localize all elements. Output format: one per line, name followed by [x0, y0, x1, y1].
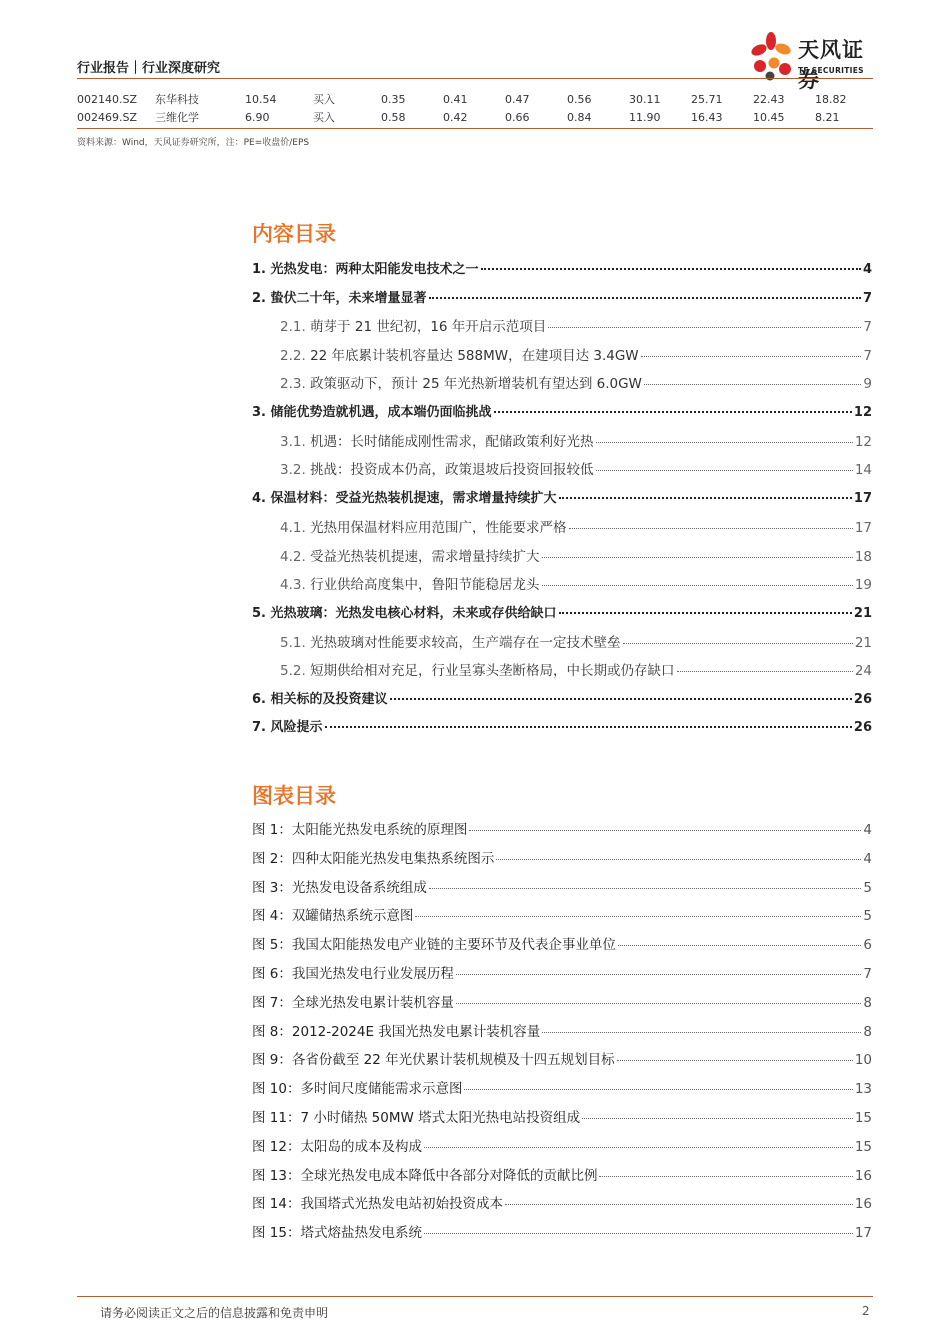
- dot-leader: [582, 1118, 853, 1119]
- figure-list-item[interactable]: [252, 1221, 872, 1241]
- toc-item-page: 19: [854, 577, 872, 593]
- figure-page: 4: [863, 851, 872, 867]
- table-bottom-rule: [77, 128, 873, 129]
- toc-item-title: [280, 573, 540, 593]
- toc-item-text: 政策驱动下，预计 25 年光热新增装机有望达到 6.0GW: [310, 376, 642, 392]
- figure-caption: 我国光热发电行业发展历程: [291, 966, 454, 982]
- figure-item-title: [252, 991, 454, 1011]
- toc-item-title: [280, 516, 567, 536]
- dot-leader: [424, 1147, 853, 1148]
- figure-item-title: [252, 904, 413, 924]
- figure-label: 图 13：: [252, 1168, 301, 1184]
- figure-caption: 全球光热发电成本降低中各部分对降低的贡献比例: [300, 1168, 598, 1184]
- toc-item-text: 挑战：投资成本仍高，政策退坡后投资回报较低: [310, 462, 594, 478]
- header-divider: [77, 78, 873, 79]
- dot-leader: [325, 726, 852, 728]
- figure-label: 图 12：: [252, 1139, 301, 1155]
- figure-page: 16: [854, 1168, 872, 1184]
- toc-section-item[interactable]: [252, 659, 872, 679]
- toc-item-text: 光热用保温材料应用范围广，性能要求严格: [310, 520, 567, 536]
- figure-page: 4: [863, 822, 872, 838]
- figure-caption: 多时间尺度储能需求示意图: [300, 1081, 463, 1097]
- figure-caption: 各省份截至 22 年光伏累计装机规模及十四五规划目标: [291, 1052, 615, 1068]
- toc-item-page: 7: [863, 348, 872, 364]
- dot-leader: [542, 1032, 861, 1033]
- toc-item-number: 5.: [252, 606, 266, 621]
- figure-list-item[interactable]: [252, 818, 872, 838]
- toc-chapter-item[interactable]: [252, 487, 872, 506]
- figure-page: 7: [863, 966, 872, 982]
- flower-logo-icon: [748, 32, 794, 82]
- toc-item-page: 26: [853, 692, 872, 707]
- figure-item-title: [252, 933, 616, 953]
- toc-item-title: [252, 258, 479, 277]
- figure-list-item[interactable]: [252, 1164, 872, 1184]
- toc-section-item[interactable]: [252, 344, 872, 364]
- toc-item-page: 17: [854, 520, 872, 536]
- figure-label: 图 8：: [252, 1024, 292, 1040]
- figure-caption: 塔式熔盐热发电系统: [300, 1225, 422, 1241]
- stock-table: [77, 90, 872, 126]
- toc-item-title: [252, 602, 557, 621]
- toc-item-text: 行业供给高度集中，鲁阳节能稳居龙头: [310, 577, 540, 593]
- report-type-label: 行业报告｜行业深度研究: [77, 61, 221, 76]
- dot-leader: [505, 1204, 853, 1205]
- figure-label: 图 14：: [252, 1196, 301, 1212]
- dot-leader: [542, 585, 853, 586]
- toc-section-item[interactable]: [252, 545, 872, 565]
- toc-chapter-item[interactable]: [252, 287, 872, 306]
- toc-section-item[interactable]: [252, 430, 872, 450]
- toc-chapter-item[interactable]: [252, 716, 872, 735]
- dot-leader: [559, 612, 852, 614]
- stock-rating: 买入: [313, 111, 335, 124]
- toc-item-text: 光热发电：两种太阳能发电技术之一: [270, 262, 479, 277]
- figure-label: 图 11：: [252, 1110, 301, 1126]
- toc-item-number: 4.2.: [280, 549, 306, 565]
- figure-list-item[interactable]: [252, 1077, 872, 1097]
- toc-item-title: [280, 372, 642, 392]
- pe-value: 30.11: [629, 92, 661, 106]
- eps-value: 0.66: [505, 110, 530, 124]
- dot-leader: [641, 356, 862, 357]
- toc-item-page: 26: [853, 720, 872, 735]
- figure-label: 图 1：: [252, 822, 292, 838]
- dot-leader: [464, 1089, 852, 1090]
- tf-securities-logo: [748, 32, 878, 92]
- figure-page: 6: [863, 937, 872, 953]
- toc-item-text: 光热玻璃对性能要求较高，生产端存在一定技术壁垒: [310, 635, 621, 651]
- toc-item-title: [252, 716, 323, 735]
- toc-item-text: 保温材料：受益光热装机提速，需求增量持续扩大: [270, 491, 557, 506]
- figure-caption: 7 小时储热 50MW 塔式太阳光热电站投资组成: [300, 1110, 581, 1126]
- figure-caption: 双罐储热系统示意图: [291, 908, 414, 924]
- toc-item-title: [280, 458, 594, 478]
- dot-leader: [415, 916, 861, 917]
- table-row: [77, 108, 872, 126]
- figure-page: 10: [854, 1052, 872, 1068]
- toc-item-number: 2.3.: [280, 376, 306, 392]
- toc-item-text: 受益光热装机提速，需求增量持续扩大: [310, 549, 540, 565]
- figure-list-item[interactable]: [252, 1135, 872, 1155]
- stock-code: 002469.SZ: [77, 110, 138, 124]
- toc-item-number: 6.: [252, 692, 266, 707]
- figure-label: 图 10：: [252, 1081, 301, 1097]
- figure-list-item[interactable]: [252, 1020, 872, 1040]
- pe-value: 11.90: [629, 110, 661, 124]
- dot-leader: [494, 411, 852, 413]
- dot-leader: [390, 698, 852, 700]
- dot-leader: [469, 830, 861, 831]
- toc-item-page: 21: [854, 635, 872, 651]
- eps-value: 0.41: [443, 92, 468, 106]
- figure-item-title: [252, 1164, 597, 1184]
- figure-item-title: [252, 1077, 462, 1097]
- dot-leader: [618, 945, 862, 946]
- toc-item-page: 18: [854, 549, 872, 565]
- eps-value: 0.42: [443, 110, 468, 124]
- dot-leader: [456, 974, 862, 975]
- toc-item-text: 储能优势造就机遇，成本端仍面临挑战: [270, 405, 492, 420]
- toc-section-item[interactable]: [252, 573, 872, 593]
- toc-item-number: 3.1.: [280, 434, 306, 450]
- figure-list-item[interactable]: [252, 904, 872, 924]
- toc-item-title: [280, 344, 639, 364]
- dot-leader: [542, 557, 853, 558]
- dot-leader: [424, 1233, 853, 1234]
- toc-section-item[interactable]: [252, 315, 872, 335]
- figure-label: 图 7：: [252, 995, 292, 1011]
- figure-page: 16: [854, 1196, 872, 1212]
- pe-value: 22.43: [753, 92, 785, 106]
- figure-caption: 全球光热发电累计装机容量: [291, 995, 454, 1011]
- toc-item-title: [280, 545, 540, 565]
- figure-page: 15: [854, 1139, 872, 1155]
- dot-leader: [596, 470, 853, 471]
- toc-chapter-item[interactable]: [252, 688, 872, 707]
- figure-label: 图 5：: [252, 937, 292, 953]
- stock-code: 002140.SZ: [77, 92, 138, 106]
- figure-label: 图 3：: [252, 880, 292, 896]
- toc-chapter-item[interactable]: [252, 602, 872, 621]
- figure-caption: 太阳岛的成本及构成: [300, 1139, 422, 1155]
- footer-divider: [77, 1296, 873, 1297]
- toc-chapter-item[interactable]: [252, 401, 872, 420]
- stock-rating: 买入: [313, 93, 335, 106]
- toc-heading: 内容目录: [252, 222, 336, 246]
- dot-leader: [617, 1060, 853, 1061]
- figure-label: 图 2：: [252, 851, 292, 867]
- figure-list-item[interactable]: [252, 1192, 872, 1212]
- toc-item-page: 7: [862, 291, 872, 306]
- dot-leader: [429, 297, 861, 299]
- toc-item-page: 4: [862, 262, 872, 277]
- toc-item-text: 萌芽于 21 世纪初，16 年开启示范项目: [310, 319, 547, 335]
- dot-leader: [644, 384, 862, 385]
- dot-leader: [481, 268, 861, 270]
- figure-item-title: [252, 962, 454, 982]
- toc-item-number: 4.: [252, 491, 266, 506]
- figure-list-item[interactable]: [252, 876, 872, 896]
- toc-item-page: 12: [853, 405, 872, 420]
- page-number: 2: [862, 1304, 870, 1318]
- figure-page: 8: [863, 995, 872, 1011]
- stock-price: 6.90: [245, 110, 270, 124]
- toc-item-page: 12: [854, 434, 872, 450]
- toc-item-page: 7: [863, 319, 872, 335]
- dot-leader: [548, 327, 861, 328]
- toc-item-number: 2.: [252, 291, 266, 306]
- dot-leader: [599, 1176, 852, 1177]
- figure-page: 5: [863, 880, 872, 896]
- dot-leader: [496, 859, 861, 860]
- toc-item-text: 相关标的及投资建议: [270, 692, 388, 707]
- eps-value: 0.56: [567, 92, 592, 106]
- pe-value: 18.82: [815, 92, 847, 106]
- toc-item-title: [280, 430, 594, 450]
- toc-chapter-item[interactable]: [252, 258, 872, 277]
- dot-leader: [559, 497, 852, 499]
- pe-value: 25.71: [691, 92, 723, 106]
- stock-price: 10.54: [245, 92, 277, 106]
- figure-caption: 四种太阳能光热发电集热系统图示: [291, 851, 495, 867]
- figure-list-item[interactable]: [252, 933, 872, 953]
- figure-caption: 2012-2024E 我国光热发电累计装机容量: [291, 1024, 541, 1040]
- figure-list-heading: 图表目录: [252, 784, 336, 808]
- dot-leader: [456, 1003, 862, 1004]
- figure-item-title: [252, 1106, 580, 1126]
- toc-item-title: [252, 401, 492, 420]
- toc-item-text: 蛰伏二十年，未来增量显著: [270, 291, 427, 306]
- footer-disclaimer: 请务必阅读正文之后的信息披露和免责申明: [100, 1306, 329, 1320]
- pe-value: 8.21: [815, 110, 840, 124]
- toc-item-title: [280, 631, 621, 651]
- toc-item-page: 14: [854, 462, 872, 478]
- toc-section-item[interactable]: [252, 516, 872, 536]
- figure-label: 图 6：: [252, 966, 292, 982]
- toc-item-number: 3.2.: [280, 462, 306, 478]
- pe-value: 16.43: [691, 110, 723, 124]
- toc-item-text: 风险提示: [270, 720, 323, 735]
- table-row: [77, 90, 872, 108]
- dot-leader: [429, 888, 862, 889]
- eps-value: 0.47: [505, 92, 530, 106]
- toc-item-number: 2.2.: [280, 348, 306, 364]
- toc-item-number: 3.: [252, 405, 266, 420]
- eps-value: 0.35: [381, 92, 406, 106]
- figure-item-title: [252, 818, 467, 838]
- toc-item-number: 5.1.: [280, 635, 306, 651]
- dot-leader: [596, 442, 853, 443]
- figure-list-item[interactable]: [252, 991, 872, 1011]
- figure-item-title: [252, 876, 427, 896]
- figure-caption: 太阳能光热发电系统的原理图: [291, 822, 468, 838]
- toc-item-title: [252, 487, 557, 506]
- toc-item-page: 24: [854, 663, 872, 679]
- toc-item-title: [280, 659, 675, 679]
- stock-name: 三维化学: [155, 111, 199, 124]
- toc-item-title: [252, 287, 427, 306]
- figure-item-title: [252, 1221, 422, 1241]
- figure-item-title: [252, 847, 494, 867]
- figure-list-item[interactable]: [252, 1106, 872, 1126]
- toc-item-text: 机遇：长时储能成刚性需求，配储政策利好光热: [310, 434, 594, 450]
- toc-item-page: 21: [853, 606, 872, 621]
- figure-page: 5: [863, 908, 872, 924]
- figure-page: 8: [863, 1024, 872, 1040]
- figure-caption: 我国太阳能热发电产业链的主要环节及代表企事业单位: [291, 937, 616, 953]
- figure-list-item[interactable]: [252, 847, 872, 867]
- toc-item-text: 22 年底累计装机容量达 588MW，在建项目达 3.4GW: [310, 348, 639, 364]
- figure-label: 图 4：: [252, 908, 292, 924]
- toc-item-number: 1.: [252, 262, 266, 277]
- figure-page: 15: [854, 1110, 872, 1126]
- toc-item-number: 5.2.: [280, 663, 306, 679]
- toc-item-text: 光热玻璃：光热发电核心材料，未来或存供给缺口: [270, 606, 557, 621]
- logo-text-en: TF SECURITIES: [798, 66, 864, 75]
- figure-list-item[interactable]: [252, 962, 872, 982]
- figure-label: 图 15：: [252, 1225, 301, 1241]
- eps-value: 0.84: [567, 110, 592, 124]
- toc-section-item[interactable]: [252, 631, 872, 651]
- logo-text-cn: 天风证券: [798, 38, 864, 92]
- toc-section-item[interactable]: [252, 458, 872, 478]
- toc-section-item[interactable]: [252, 372, 872, 392]
- toc-item-page: 9: [863, 376, 872, 392]
- toc-item-number: 4.1.: [280, 520, 306, 536]
- figure-item-title: [252, 1020, 540, 1040]
- figure-item-title: [252, 1192, 503, 1212]
- figure-caption: 光热发电设备系统组成: [291, 880, 427, 896]
- dot-leader: [569, 528, 853, 529]
- figure-list-item[interactable]: [252, 1048, 872, 1068]
- toc-item-number: 7.: [252, 720, 266, 735]
- pe-value: 10.45: [753, 110, 785, 124]
- eps-value: 0.58: [381, 110, 406, 124]
- toc-item-number: 2.1.: [280, 319, 306, 335]
- toc-item-page: 17: [853, 491, 872, 506]
- figure-page: 17: [854, 1225, 872, 1241]
- figure-page: 13: [854, 1081, 872, 1097]
- stock-name: 东华科技: [155, 93, 199, 106]
- figure-label: 图 9：: [252, 1052, 292, 1068]
- source-note: 资料来源：Wind，天风证券研究所，注：PE=收盘价/EPS: [77, 138, 310, 148]
- figure-caption: 我国塔式光热发电站初始投资成本: [300, 1196, 503, 1212]
- dot-leader: [623, 643, 853, 644]
- figure-item-title: [252, 1135, 422, 1155]
- toc-item-title: [280, 315, 546, 335]
- figure-item-title: [252, 1048, 615, 1068]
- toc-item-text: 短期供给相对充足，行业呈寡头垄断格局，中长期或仍存缺口: [310, 663, 675, 679]
- dot-leader: [677, 671, 853, 672]
- toc-item-number: 4.3.: [280, 577, 306, 593]
- toc-item-title: [252, 688, 388, 707]
